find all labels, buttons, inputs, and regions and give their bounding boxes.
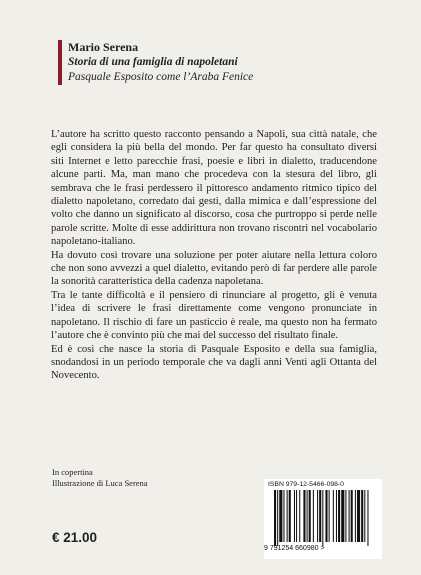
blurb-paragraph: Ed è così che nasce la storia di Pasquale Esposito e della sua famiglia, snodandosi in un periodo temporale che va dagli anni Venti agli Ottanta del Novecento.	[51, 343, 377, 382]
barcode-digits: 9 791254 660980 >	[264, 545, 325, 552]
book-header	[58, 40, 388, 85]
price-label: € 21.00	[52, 530, 98, 545]
book-title: Storia di una famiglia di napoletani	[68, 56, 238, 68]
book-subtitle: Pasquale Esposito come l’Araba Fenice	[68, 71, 254, 83]
barcode-icon	[268, 490, 378, 546]
cover-credits	[52, 467, 148, 488]
blurb	[51, 128, 377, 383]
credits-line: In copertina	[52, 467, 93, 477]
blurb-paragraph: Tra le tante difficoltà e il pensiero di rinunciare al progetto, gli è venuta l’idea di scrivere le frasi direttamente come vengono pronunciate in napoletano. Il rischio di fare un pasticcio è reale, ma questo non ha fermato l’autore che è convinto più che mai del successo del risultato finale.	[51, 289, 377, 342]
author-name: Mario Serena	[68, 40, 139, 54]
blurb-paragraph: L’autore ha scritto questo racconto pensando a Napoli, sua città natale, che egli considera la più bella del mondo. Per far questo ha consultato diversi siti Internet e letto parecchie frasi, poesie e libri in dialetto, traducendone alcune parti. Ma, man mano che procedeva con la stesura del libro, gli sembrava che le frasi perdessero il pittoresco andamento ritmico tipico del dialetto napoletano, corredato dai gesti, dalla mimica e dall’espressione del volto che danno un significato al discorso, cosa che purtroppo si perde nelle parole scritte. Molte di esse addirittura non trovano riscontri nel vocabolario napoletano-italiano.	[51, 129, 377, 248]
isbn-barcode-block	[264, 479, 382, 559]
isbn-label: ISBN 979-12-5466-098-0	[268, 481, 344, 488]
blurb-paragraph: Ha dovuto così trovare una soluzione per poter aiutare nella lettura coloro che non sono avvezzi a quel dialetto, evitando però di far perdere alle parole la sonorità caratteristica della cadenza napoletana.	[51, 249, 377, 288]
credits-line: Illustrazione di Luca Serena	[52, 477, 148, 488]
